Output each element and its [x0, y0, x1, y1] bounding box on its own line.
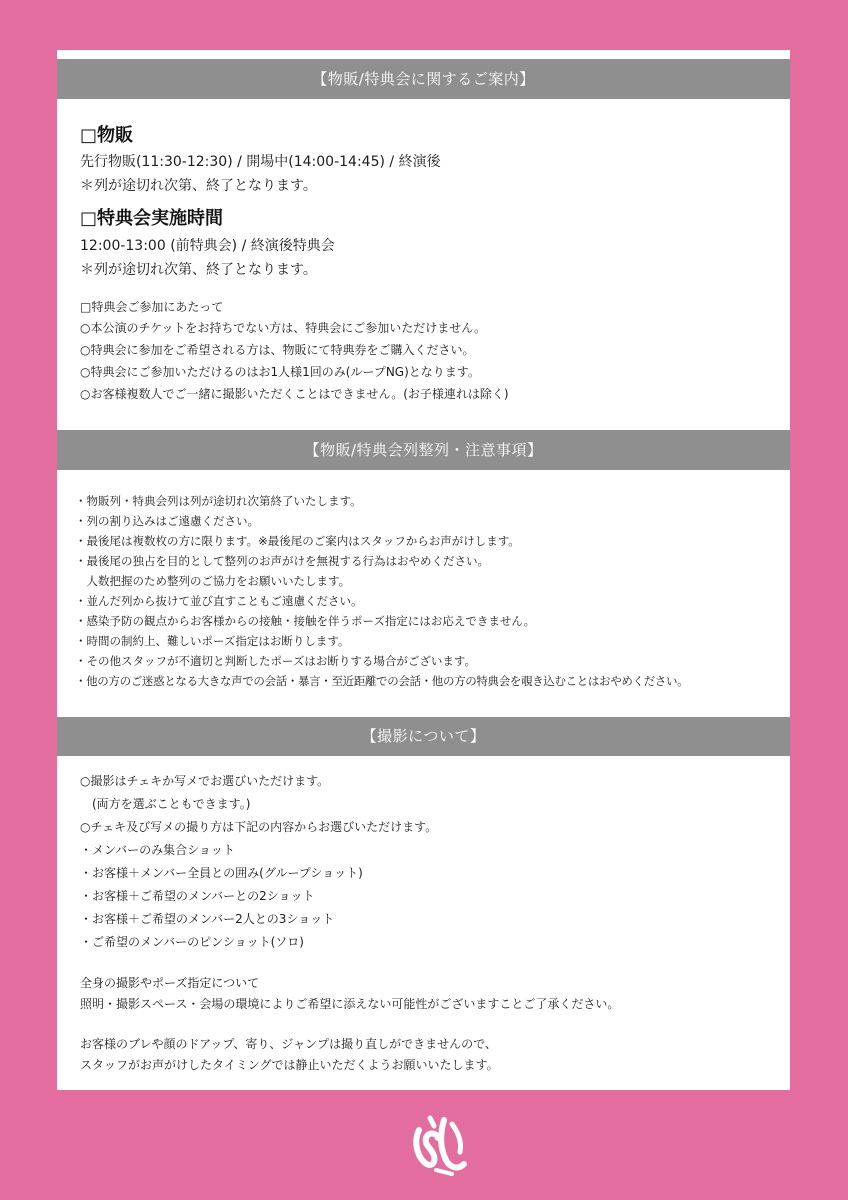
merch-times: 先行物販(11:30-12:30) / 開場中(14:00-14:45) / 終演後: [80, 154, 441, 170]
notice-item: ・最後尾の独占を目的として整列のお声がけを無視する行為はおやめください。: [75, 554, 489, 568]
notice-item: ・物販列・特典会列は列が途切れ次第終了いたします。: [75, 494, 362, 508]
photo-line: ○撮影はチェキか写メでお選びいただけます。: [80, 774, 330, 788]
notice-item: ・最後尾は複数枚の方に限ります。※最後尾のご案内はスタッフからお声がけします。: [75, 534, 520, 548]
section-header-queue-notes: 【物販/特典会列整列・注意事項】: [57, 430, 790, 470]
pose-note: 照明・撮影スペース・会場の環境によりご希望に添えない可能性がございますことご了承ください。: [80, 997, 620, 1011]
section-header-photo: 【撮影について】: [57, 717, 790, 756]
notice-item: ・感染予防の観点からお客様からの接触・接触を伴うポーズ指定にはお応えできません。: [75, 614, 536, 628]
photo-line: (両方を選ぶこともできます。): [80, 797, 251, 811]
photo-line: ○チェキ及び写メの撮り方は下記の内容からお選びいただけます。: [80, 820, 438, 834]
merch-note: ＊列が途切れ次第、終了となります。: [80, 178, 317, 194]
notice-item: ・他の方のご迷惑となる大きな声での会話・暴言・至近距離での会話・他の方の特典会を覗き込むことはおやめください。: [75, 674, 689, 688]
notice-item: ・並んだ列から抜けて並び直すこともご遠慮ください。: [75, 594, 363, 608]
blur-note: スタッフがお声がけしたタイミングでは静止いただくようお願いいたします。: [80, 1058, 499, 1072]
brand-logo-icon: [406, 1110, 476, 1180]
photo-option: ・お客様＋ご希望のメンバーとの2ショット: [80, 889, 315, 903]
notice-item: ・列の割り込みはご遠慮ください。: [75, 514, 259, 528]
notice-item: ・その他スタッフが不適切と判断したポーズはお断りする場合がございます。: [75, 654, 477, 668]
photo-option: ・ご希望のメンバーのピンショット(ソロ): [80, 935, 304, 949]
notice-item: ・時間の制約上、難しいポーズ指定はお断りします。: [75, 634, 350, 648]
participation-title: □特典会ご参加にあたって: [80, 300, 224, 314]
rule-item: ○特典会に参加をご希望される方は、物販にて特典券をご購入ください。: [80, 343, 475, 357]
rule-item: ○本公演のチケットをお持ちでない方は、特典会にご参加いただけません。: [80, 321, 486, 335]
blur-note: お客様のブレや顔のドアップ、寄り、ジャンプは撮り直しができませんので、: [80, 1037, 497, 1051]
event-note: ＊列が途切れ次第、終了となります。: [80, 262, 317, 278]
event-title: □特典会実施時間: [80, 208, 224, 229]
section-header-merch-event: 【物販/特典会に関するご案内】: [57, 59, 790, 99]
event-times: 12:00-13:00 (前特典会) / 終演後特典会: [80, 238, 335, 254]
rule-item: ○特典会にご参加いただけるのはお1人様1回のみ(ループNG)となります。: [80, 365, 480, 379]
pose-title: 全身の撮影やポーズ指定について: [80, 976, 260, 990]
notice-item: 人数把握のため整列のご協力をお願いいたします。: [75, 574, 351, 588]
photo-option: ・お客様＋ご希望のメンバー2人との3ショット: [80, 912, 335, 926]
merch-title: □物販: [80, 125, 134, 146]
info-card: [57, 50, 790, 1090]
photo-option: ・メンバーのみ集合ショット: [80, 843, 235, 857]
photo-option: ・お客様＋メンバー全員との囲み(グループショット): [80, 866, 363, 880]
rule-item: ○お客様複数人でご一緒に撮影いただくことはできません。(お子様連れは除く): [80, 387, 509, 401]
